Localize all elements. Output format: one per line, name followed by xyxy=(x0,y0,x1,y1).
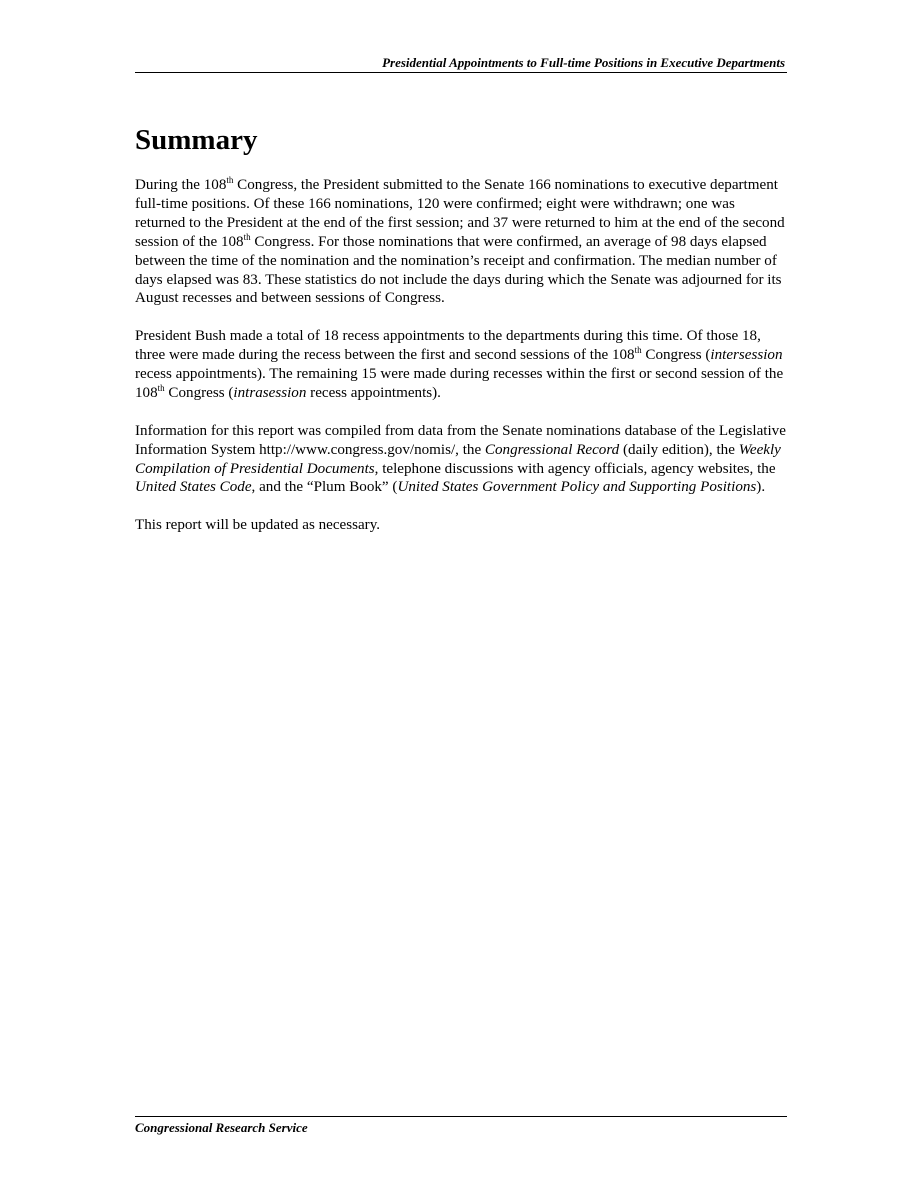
paragraph-nominations: During the 108th Congress, the President submitted to the Senate 166 nominations to executive department full-time positions. Of these 166 nominations, 120 were confirmed; eight were withdrawn; one was returned to the President at the end of the first session; and 37 were returned to him at the end of the second session of the 108th Congress. For those nominations that were confirmed, an average of 98 days elapsed between the time of the nomination and the nomination’s receipt and confirmation. The median number of days elapsed was 83. These statistics do not include the days during which the Senate was adjourned for its August recesses and between sessions of Congress. xyxy=(135,175,785,307)
paragraph-update-note: This report will be updated as necessary. xyxy=(135,517,381,534)
paragraph-recess-appointments: President Bush made a total of 18 recess appointments to the departments during this time. Of those 18, three were made during the recess between the first and second sessions of the 108th Congress (intersession recess appointments). The remaining 15 were made during recesses within the first or second session of the 108th Congress (intrasession recess appointments). xyxy=(135,328,784,401)
page-title: Summary xyxy=(135,124,258,156)
running-footer: Congressional Research Service xyxy=(135,1120,308,1135)
paragraph-sources: Information for this report was compiled from data from the Senate nominations database of the Legislative Information System http://www.congress.gov/nomis/, the Congressional Record (daily edition), the Weekly Compilation of Presidential Documents, telephone discussions with agency officials, agency websites, the United States Code, and the “Plum Book” (United States Government Policy and Supporting Positions). xyxy=(135,422,786,496)
running-header: Presidential Appointments to Full-time Positions in Executive Departments xyxy=(382,55,785,70)
footer-rule xyxy=(135,1116,787,1117)
summary-body xyxy=(135,176,787,554)
header-rule xyxy=(135,72,787,73)
